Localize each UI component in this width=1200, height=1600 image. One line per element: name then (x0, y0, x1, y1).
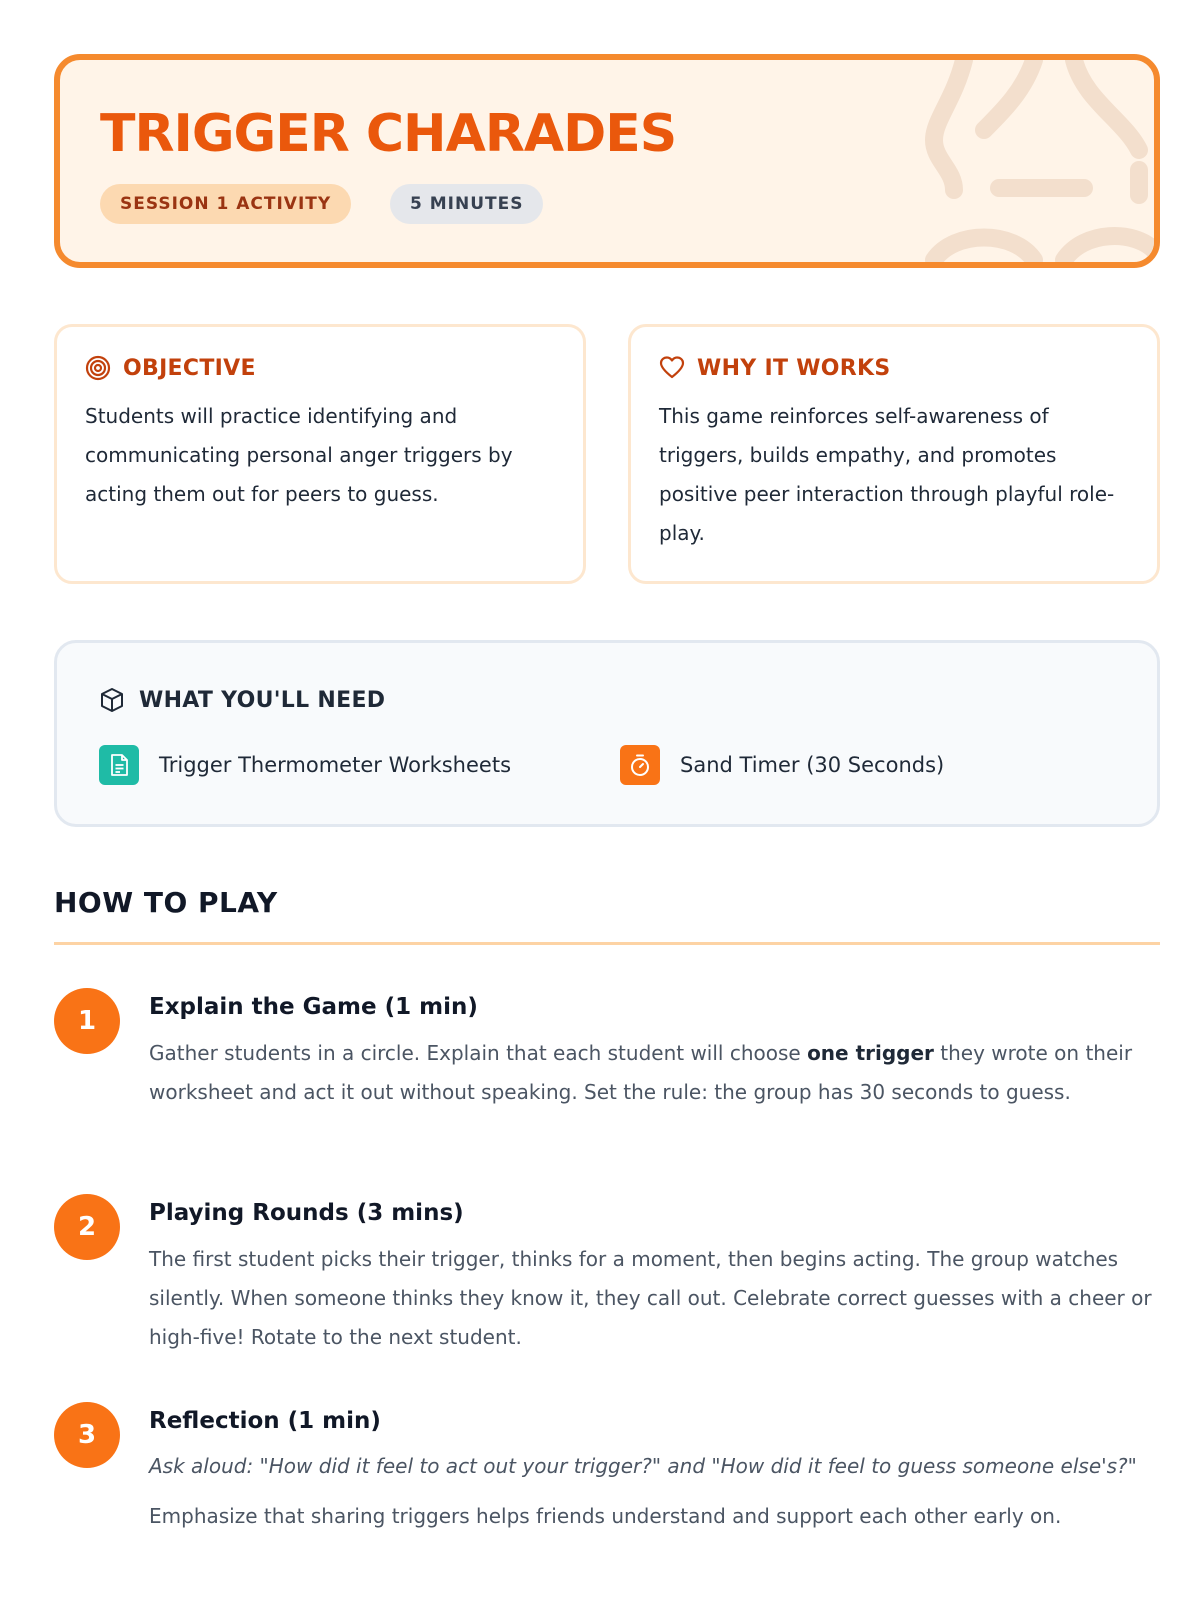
step-description: Emphasize that sharing triggers helps friends understand and support each other early on. (149, 1504, 1062, 1528)
target-icon (85, 355, 111, 381)
masks-decoration-icon (924, 60, 1154, 268)
step-number-badge: 2 (54, 1194, 120, 1260)
step-number-badge: 1 (54, 988, 120, 1054)
timer-icon (620, 745, 660, 785)
step-title: Playing Rounds (3 mins) (149, 1200, 464, 1226)
reflection-prompt: Ask aloud: "How did it feel to act out your trigger?" and "How did it feel to guess someone else's?" (149, 1454, 1137, 1478)
step-title: Reflection (1 min) (149, 1408, 381, 1434)
step-title: Explain the Game (1 min) (149, 994, 478, 1020)
emphasis-text: one trigger (807, 1041, 934, 1065)
step-description: The first student picks their trigger, thinks for a moment, then begins acting. The group watches silently. When someone thinks they know it, they call out. Celebrate correct guesses with a cheer or high-five! Rotate to the next student. (149, 1247, 1152, 1349)
why-heading: WHY IT WORKS (697, 355, 891, 381)
material-label: Trigger Thermometer Worksheets (159, 753, 512, 777)
objective-text: Students will practice identifying and communicating personal anger triggers by acting them out for peers to guess. (85, 404, 513, 506)
box-icon (99, 687, 125, 713)
step-number-badge: 3 (54, 1402, 120, 1468)
document-icon (99, 745, 139, 785)
heart-icon (659, 355, 685, 381)
material-label: Sand Timer (30 Seconds) (680, 753, 945, 777)
material-item (99, 745, 511, 785)
material-item (620, 745, 944, 785)
materials-heading: WHAT YOU'LL NEED (139, 687, 386, 713)
activity-header (54, 54, 1160, 268)
why-text: This game reinforces self-awareness of triggers, builds empathy, and promotes positive peer interaction through playful role-play. (659, 404, 1115, 545)
section-divider (54, 942, 1160, 945)
duration-badge: 5 MINUTES (390, 184, 543, 224)
why-it-works-card (628, 324, 1160, 584)
page-title: TRIGGER CHARADES (100, 104, 677, 164)
objective-heading: OBJECTIVE (123, 355, 256, 381)
materials-panel (54, 640, 1160, 827)
objective-card (54, 324, 586, 584)
how-to-play-heading: HOW TO PLAY (54, 886, 278, 919)
step-description: Gather students in a circle. Explain that each student will choose one trigger they wrote on their worksheet and act it out without speaking. Set the rule: the group has 30 seconds to guess. (149, 1041, 1133, 1104)
session-badge: SESSION 1 ACTIVITY (100, 184, 351, 224)
